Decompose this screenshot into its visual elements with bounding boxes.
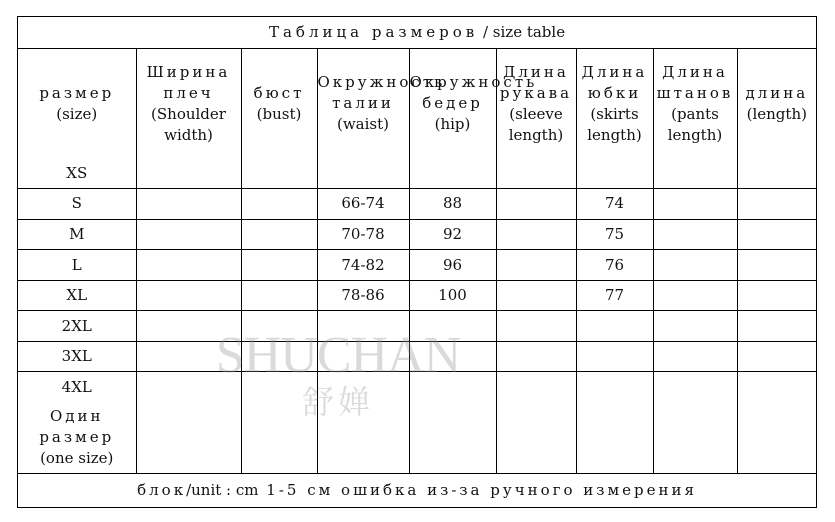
table-row [18, 311, 816, 342]
table-cell [737, 402, 816, 474]
measurement-note [18, 474, 816, 507]
table-cell-bust [241, 311, 317, 342]
table-cell-pants [653, 250, 737, 281]
table-cell-length [737, 219, 816, 250]
table-cell-shoulder [136, 159, 241, 189]
table-cell-length [737, 159, 816, 189]
table-cell-sleeve [496, 250, 576, 281]
table-cell-hip: 88 [409, 189, 496, 220]
table-cell-waist [317, 159, 409, 189]
header-skirt-length: Длина юбки (skirts length) [576, 48, 653, 159]
header-hip: Окружность бедер (hip) [409, 48, 496, 159]
table-cell-shoulder [136, 280, 241, 311]
note-unit-en: /unit : cm [186, 481, 259, 500]
table-row [18, 189, 816, 220]
table-cell-skirt: 75 [576, 219, 653, 250]
table-cell-bust [241, 250, 317, 281]
header-length: длина (length) [737, 48, 816, 159]
table-cell-pants [653, 341, 737, 372]
table-cell [241, 402, 317, 474]
table-cell [136, 402, 241, 474]
table-cell-length [737, 372, 816, 402]
table-cell-skirt [576, 341, 653, 372]
size-label: 4XL [18, 372, 136, 402]
table-cell-shoulder [136, 250, 241, 281]
table-cell-hip [409, 341, 496, 372]
table-cell-sleeve [496, 280, 576, 311]
table-row [18, 341, 816, 372]
size-label: S [18, 189, 136, 220]
table-cell-shoulder [136, 219, 241, 250]
table-row [18, 219, 816, 250]
table-cell-pants [653, 280, 737, 311]
table-cell [496, 402, 576, 474]
table-cell-bust [241, 372, 317, 402]
table-cell-length [737, 250, 816, 281]
table-cell-pants [653, 311, 737, 342]
table-cell [409, 402, 496, 474]
watermark-cjk: 舒婵 [301, 383, 374, 421]
table-row-one-size [18, 402, 816, 474]
table-cell-sleeve [496, 189, 576, 220]
table-cell [317, 402, 409, 474]
table-row [18, 280, 816, 311]
table-cell [576, 402, 653, 474]
table-cell-sleeve [496, 219, 576, 250]
header-waist: Окружность талии (waist) [317, 48, 409, 159]
table-cell-waist [317, 311, 409, 342]
table-cell-sleeve [496, 311, 576, 342]
table-cell-skirt: 76 [576, 250, 653, 281]
size-label: 3XL [18, 341, 136, 372]
table-cell-sleeve [496, 341, 576, 372]
table-cell-hip [409, 311, 496, 342]
table-cell-pants [653, 219, 737, 250]
table-cell-skirt [576, 311, 653, 342]
table-cell-waist [317, 341, 409, 372]
table-cell-skirt: 74 [576, 189, 653, 220]
size-table [18, 17, 816, 507]
note-error-text: 1-5 см ошибка из-за ручного измерения [258, 481, 697, 500]
table-cell-pants [653, 189, 737, 220]
table-cell-waist [317, 372, 409, 402]
table-cell-skirt [576, 159, 653, 189]
table-cell-pants [653, 159, 737, 189]
table-cell-length [737, 341, 816, 372]
table-cell-length [737, 280, 816, 311]
table-cell-hip [409, 372, 496, 402]
table-cell-hip: 92 [409, 219, 496, 250]
table-cell-bust [241, 341, 317, 372]
table-cell [653, 402, 737, 474]
title-en: size table [492, 22, 566, 41]
size-label: L [18, 250, 136, 281]
header-pants-length: Длина штанов (pants length) [653, 48, 737, 159]
title-separator: / [478, 22, 493, 41]
table-row [18, 250, 816, 281]
table-row [18, 159, 816, 189]
title-ru: Таблица размеров [268, 22, 479, 41]
table-cell-length [737, 189, 816, 220]
table-cell-shoulder [136, 341, 241, 372]
table-cell-shoulder [136, 189, 241, 220]
size-rows [18, 159, 816, 402]
table-cell-shoulder [136, 311, 241, 342]
size-label: XL [18, 280, 136, 311]
header-size: размер (size) [18, 48, 136, 159]
table-cell-bust [241, 280, 317, 311]
table-cell-bust [241, 159, 317, 189]
table-cell-pants [653, 372, 737, 402]
size-label: 2XL [18, 311, 136, 342]
one-size-label: Один размер (one size) [18, 402, 136, 474]
table-title [18, 17, 816, 48]
header-sleeve-length: Длина рукава (sleeve length) [496, 48, 576, 159]
table-cell-sleeve [496, 159, 576, 189]
table-cell-waist: 74-82 [317, 250, 409, 281]
watermark-latin: SHUCHAN [215, 327, 461, 384]
table-cell-bust [241, 189, 317, 220]
table-cell-hip: 100 [409, 280, 496, 311]
table-cell-skirt: 77 [576, 280, 653, 311]
table-cell-waist: 78-86 [317, 280, 409, 311]
table-cell-sleeve [496, 372, 576, 402]
size-label: M [18, 219, 136, 250]
table-cell-waist: 70-78 [317, 219, 409, 250]
table-cell-skirt [576, 372, 653, 402]
size-label: XS [18, 159, 136, 189]
table-cell-hip: 96 [409, 250, 496, 281]
header-bust: бюст (bust) [241, 48, 317, 159]
table-row [18, 372, 816, 402]
table-cell-waist: 66-74 [317, 189, 409, 220]
size-chart [17, 16, 817, 508]
header-shoulder: Ширина плеч (Shoulder width) [136, 48, 241, 159]
note-unit-ru: блок [137, 481, 187, 500]
table-cell-bust [241, 219, 317, 250]
table-cell-hip [409, 159, 496, 189]
table-cell-shoulder [136, 372, 241, 402]
table-cell-length [737, 311, 816, 342]
